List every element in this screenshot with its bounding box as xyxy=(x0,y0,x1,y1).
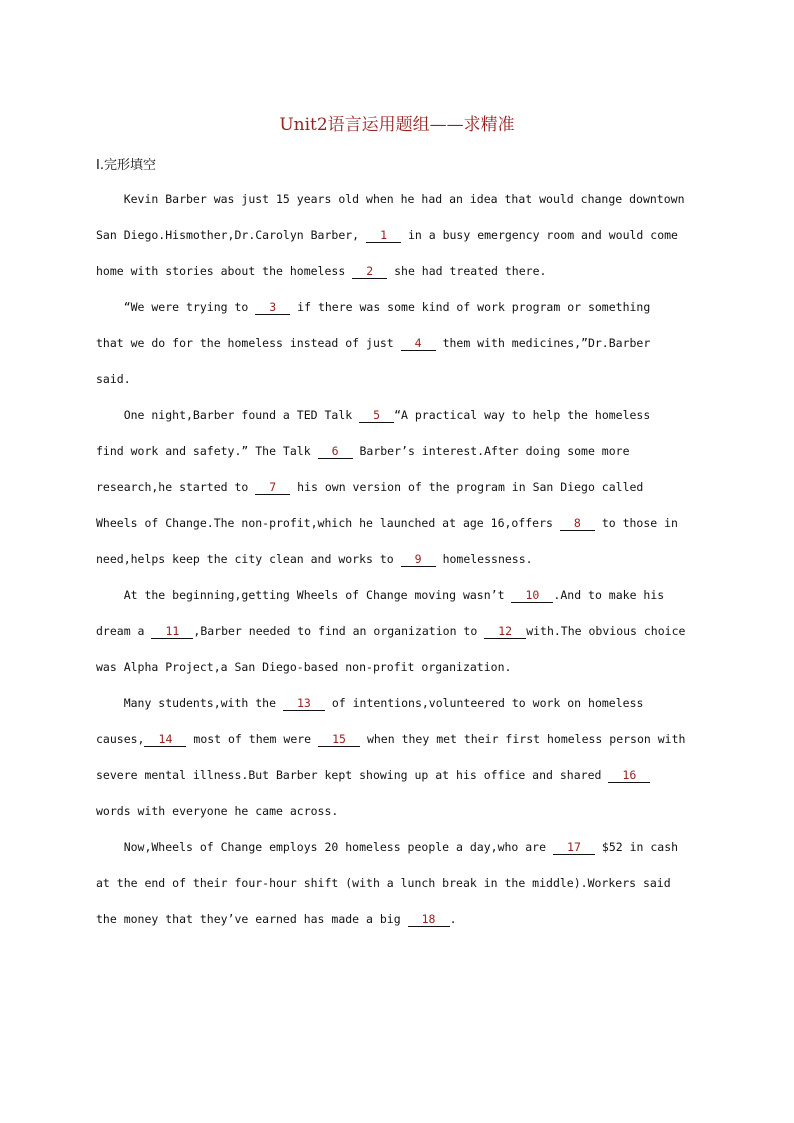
passage-line xyxy=(96,660,511,674)
passage-line xyxy=(96,192,685,206)
passage-text: Barber’s interest.After doing some more xyxy=(352,444,630,458)
passage-line xyxy=(96,264,546,279)
passage-text: At the beginning,getting Wheels of Change moving wasn’t xyxy=(96,588,512,602)
passage-text: homelessness. xyxy=(435,552,533,566)
passage-text: she had treated there. xyxy=(387,264,547,278)
passage-text: when they met their first homeless person with xyxy=(360,732,686,746)
passage-line xyxy=(96,228,678,243)
passage-text: them with medicines,”Dr.Barber xyxy=(435,336,651,350)
passage-text: of intentions,volunteered to work on homeless xyxy=(324,696,644,710)
passage-text: that we do for the homeless instead of just xyxy=(96,336,401,350)
passage-line xyxy=(96,480,643,495)
passage-text: Wheels of Change.The non-profit,which he launched at age 16,offers xyxy=(96,516,560,530)
passage-line xyxy=(96,336,650,351)
section-heading: Ⅰ.完形填空 xyxy=(96,158,156,173)
answer-blank[interactable]: 8 xyxy=(560,517,595,531)
passage-text: was Alpha Project,a San Diego-based non-profit organization. xyxy=(96,660,512,674)
answer-blank[interactable]: 13 xyxy=(283,697,325,711)
passage-text: research,he started to xyxy=(96,480,256,494)
answer-blank[interactable]: 9 xyxy=(401,553,436,567)
passage-text: causes, xyxy=(96,732,145,746)
passage-text: “A practical way to help the homeless xyxy=(394,408,651,422)
passage-text: Now,Wheels of Change employs 20 homeless people a day,who are xyxy=(96,840,553,854)
passage-line xyxy=(96,876,671,890)
answer-blank[interactable]: 6 xyxy=(318,445,353,459)
passage-text: need,helps keep the city clean and works to xyxy=(96,552,401,566)
passage-text: home with stories about the homeless xyxy=(96,264,353,278)
answer-blank[interactable]: 12 xyxy=(484,625,526,639)
passage-text: at the end of their four-hour shift (with a lunch break in the middle).Workers said xyxy=(96,876,671,890)
passage-text: the money that they’ve earned has made a big xyxy=(96,912,408,926)
passage-line xyxy=(96,912,457,927)
answer-blank[interactable]: 17 xyxy=(553,841,595,855)
passage-text: $52 in cash xyxy=(594,840,679,854)
passage-text: dream a xyxy=(96,624,152,638)
passage-text: find work and safety.” The Talk xyxy=(96,444,318,458)
answer-blank[interactable]: 3 xyxy=(255,301,290,315)
passage-text: Kevin Barber was just 15 years old when he had an idea that would change downtown xyxy=(96,192,685,206)
answer-blank[interactable]: 2 xyxy=(352,265,387,279)
passage-text: words with everyone he came across. xyxy=(96,804,339,818)
passage-text: .And to make his xyxy=(553,588,665,602)
answer-blank[interactable]: 15 xyxy=(318,733,360,747)
passage-text: in a busy emergency room and would come xyxy=(401,228,678,242)
answer-blank[interactable]: 5 xyxy=(359,409,394,423)
passage-text: said. xyxy=(96,372,131,386)
passage-line xyxy=(96,552,533,567)
passage-line xyxy=(96,624,685,639)
passage-line xyxy=(96,444,630,459)
passage-line xyxy=(96,516,678,531)
passage-line xyxy=(96,372,131,386)
passage-text: most of them were xyxy=(186,732,319,746)
answer-blank[interactable]: 7 xyxy=(255,481,290,495)
passage-text: . xyxy=(449,912,457,926)
passage-text: severe mental illness.But Barber kept showing up at his office and shared xyxy=(96,768,609,782)
answer-blank[interactable]: 14 xyxy=(144,733,186,747)
answer-blank[interactable]: 1 xyxy=(366,229,401,243)
passage-text: to those in xyxy=(594,516,678,530)
passage-line xyxy=(96,408,650,423)
passage-text: “We were trying to xyxy=(96,300,256,314)
passage-line xyxy=(96,840,678,855)
answer-blank[interactable]: 10 xyxy=(511,589,553,603)
passage-text: One night,Barber found a TED Talk xyxy=(96,408,360,422)
passage-text: his own version of the program in San Diego called xyxy=(290,480,644,494)
passage-line xyxy=(96,300,650,315)
passage-line xyxy=(96,732,685,747)
passage-text: with.The obvious choice xyxy=(526,624,686,638)
answer-blank[interactable]: 11 xyxy=(151,625,193,639)
passage-text: San Diego.Hismother,Dr.Carolyn Barber, xyxy=(96,228,367,242)
passage-text: if there was some kind of work program or something xyxy=(290,300,651,314)
passage-line xyxy=(96,696,643,711)
answer-blank[interactable]: 4 xyxy=(401,337,436,351)
passage-text: Many students,with the xyxy=(96,696,283,710)
passage-line xyxy=(96,804,338,818)
passage-line xyxy=(96,588,664,603)
page-title: Unit2语言运用题组——求精准 xyxy=(279,115,515,135)
passage-text: ,Barber needed to find an organization to xyxy=(193,624,485,638)
answer-blank[interactable]: 18 xyxy=(408,913,450,927)
passage-line xyxy=(96,768,650,783)
answer-blank[interactable]: 16 xyxy=(608,769,650,783)
